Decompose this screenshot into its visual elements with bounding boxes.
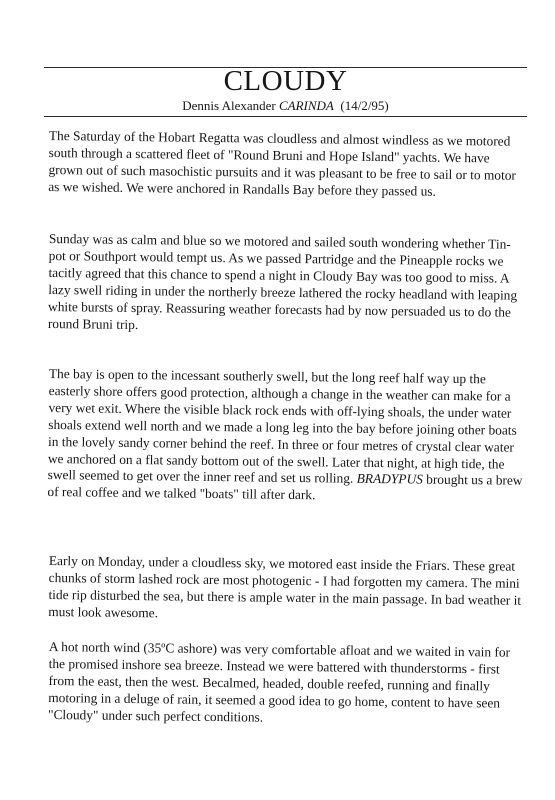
article-body bbox=[49, 128, 527, 746]
yacht-name: BRADYPUS bbox=[356, 471, 423, 488]
paragraph-regatta: The Saturday of the Hobart Regatta was cloudless and almost windless as we motored south through a scattered fleet of "Round Bruni and Hope Island" yachts. We have grown out of such masochistic pursuits and it was pleasant to be free to sail or to motor as we wished. We were anchored in Randalls Bay before they passed us. bbox=[48, 128, 517, 199]
article-title: CLOUDY bbox=[223, 65, 348, 97]
boat-name: CARINDA bbox=[278, 98, 334, 113]
paragraph-sunday: Sunday was as calm and blue so we motored and sailed south wondering whether Tin-pot or Southport would tempt us. As we passed Partridge and the Pineapple rocks we tacitly agreed that this chance to spend a night in Cloudy Bay was too good to miss. A lazy swell riding in under the northerly breeze lathered the rocky headland with leaping white bursts of spray. Reassuring weather forecasts had by now persuaded us to do the round Bruni trip. bbox=[47, 231, 518, 332]
paragraph-bay-text: The bay is open to the incessant southerly swell, but the long reef half way up the easterly shore offers good protection, although a change in the weather can make for a very wet exit. Where the visible black rock ends with off-lying shoals, the under water shoals extend well north and we made a long leg into the bay before joining other boats in the lovely sandy corner behind the reef. In three or four metres of crystal clear water we anchored on a flat sandy bottom out of the swell. Later that night, at high tide, the swell seemed to get over the inner reef and set us rolling. bbox=[47, 366, 517, 487]
paragraph-bay bbox=[47, 366, 527, 545]
article-date: (14/2/95) bbox=[340, 98, 389, 113]
paragraph-thunderstorms: A hot north wind (35ºC ashore) was very comfortable afloat and we waited in vain for the promised inshore sea breeze. Instead we were battered with thunderstorms - first from the east, then the west. Becalmed, headed, double reefed, running and finally motoring in a deluge of rain, it seemed a good idea to go home, content to have seen "Cloudy" under such perfect conditions. bbox=[47, 639, 511, 725]
paragraph-monday: Early on Monday, under a cloudless sky, we motored east inside the Friars. These great chunks of storm lashed rock are most photogenic - I had forgotten my camera. The mini tide rip disturbed the sea, but there is ample water in the main passage. In bad weather it must look awesome. bbox=[48, 553, 522, 621]
paragraph-bay-text-end: brought us a brew of real coffee and we talked "boats" till after dark. bbox=[47, 472, 523, 503]
byline bbox=[44, 98, 527, 114]
bottom-rule bbox=[44, 116, 527, 117]
author-name: Dennis Alexander bbox=[182, 98, 276, 113]
